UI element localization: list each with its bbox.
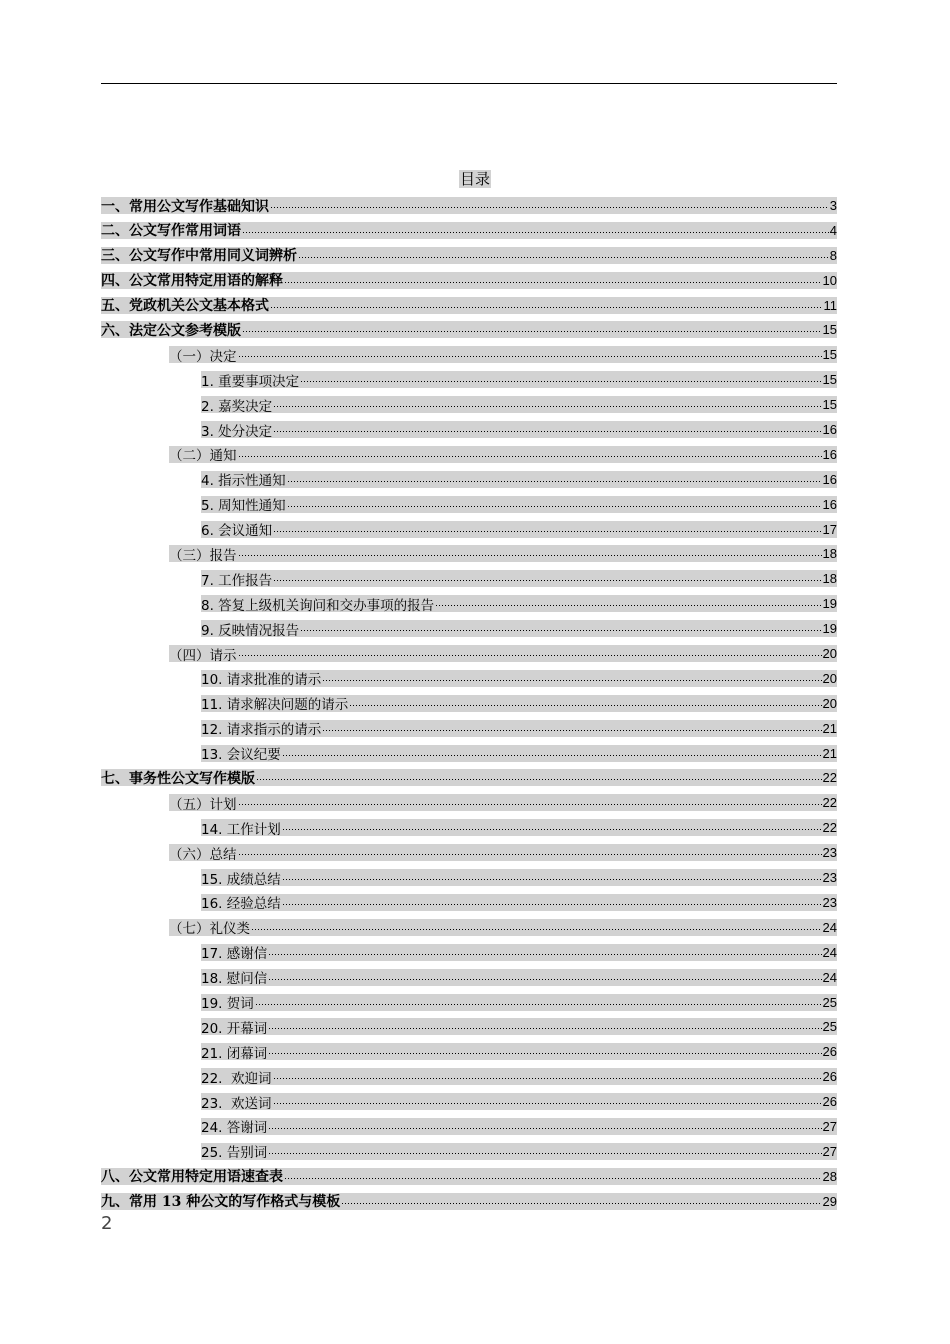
toc-dot-leader [251,922,822,932]
toc-entry-page: 18 [822,571,837,587]
toc-entry[interactable] [101,766,837,791]
toc-entry-page: 20 [822,695,837,711]
toc-entry-highlight [201,570,837,587]
toc-entry[interactable] [101,1115,837,1140]
toc-dot-leader [238,648,822,658]
toc-dot-leader [300,374,821,384]
toc-entry-highlight [201,521,837,538]
toc-entry-highlight [169,919,837,936]
toc-entry[interactable] [101,294,837,319]
toc-entry-page: 24 [822,969,837,985]
toc-entry-highlight [101,297,837,314]
toc-entry[interactable] [101,667,837,692]
toc-entry-highlight [201,595,837,612]
toc-entry-highlight [201,819,837,836]
toc-entry-highlight [101,1168,837,1185]
toc-entry[interactable] [101,617,837,642]
toc-entry-title: 7. 工作报告 [201,572,273,588]
toc-dot-leader [268,972,821,982]
toc-entry-page: 24 [822,919,837,935]
toc-entry-title: 20. 开幕词 [201,1020,268,1036]
toc-entry-highlight [201,745,837,762]
toc-entry-page: 16 [822,471,837,487]
toc-entry[interactable] [101,592,837,617]
toc-entry-page: 15 [822,372,837,388]
toc-entry-page: 20 [822,646,837,662]
toc-entry-title: 4. 指示性通知 [201,473,286,488]
toc-dot-leader [282,897,822,907]
toc-entry-page: 18 [822,546,837,562]
toc-dot-leader [238,847,822,857]
toc-entry-page: 20 [822,670,837,686]
toc-entry-page: 22 [822,820,837,836]
toc-entry-page: 8 [829,247,837,263]
toc-entry[interactable] [101,443,837,468]
toc-dot-leader [256,772,822,782]
toc-entry-highlight [201,396,837,413]
toc-entry-title: 17. 感谢信 [201,946,268,961]
toc-dot-leader [349,698,821,708]
toc-entry-page: 16 [822,422,837,438]
toc-entry-title: （七）礼仪类 [169,921,250,936]
toc-entry-title: 15. 成绩总结 [201,871,281,887]
toc-entry-highlight [201,371,837,388]
toc-entry-title: （六）总结 [169,846,237,862]
toc-entry[interactable] [101,791,837,816]
toc-entry[interactable] [101,567,837,592]
toc-entry-highlight [201,496,837,513]
toc-dot-leader [282,872,822,882]
toc-entry-page: 16 [822,446,837,462]
toc-entry-page: 19 [822,621,837,637]
toc-entry[interactable] [101,966,837,991]
toc-dot-leader [284,1171,822,1181]
toc-entry-highlight [201,471,837,488]
toc-entry-highlight [101,222,837,239]
toc-entry-highlight [169,645,837,662]
toc-entry-title: 3. 处分决定 [201,423,273,439]
toc-entry[interactable] [101,717,837,742]
toc-entry[interactable] [101,991,837,1016]
toc-dot-leader [298,250,829,260]
toc-entry-title: 二、公文写作常用词语 [101,223,241,239]
toc-entry[interactable] [101,816,837,841]
toc-entry-highlight [101,197,837,214]
toc-entry-page: 23 [822,870,837,886]
toc-entry-page: 19 [822,596,837,612]
toc-entry-highlight [201,869,837,886]
toc-entry[interactable] [101,468,837,493]
toc-entry-title: 五、党政机关公文基本格式 [101,298,269,314]
toc-entry-page: 21 [822,720,837,736]
toc-entry[interactable] [101,841,837,866]
toc-entry[interactable] [101,418,837,443]
toc-entry[interactable] [101,742,837,767]
toc-dot-leader [273,1096,822,1106]
toc-entry-title: 七、事务性公文写作模版 [101,770,255,787]
toc-dot-leader [273,573,821,583]
toc-entry-highlight [201,720,837,737]
toc-entry[interactable] [101,1040,837,1065]
toc-dot-leader [268,1021,821,1031]
toc-dot-leader [273,399,821,409]
toc-entry-page: 29 [822,1193,837,1209]
toc-dot-leader [242,324,822,334]
toc-entry-highlight [201,1093,837,1110]
toc-entry[interactable] [101,318,837,343]
toc-entry-highlight [169,794,837,811]
toc-entry-title: 21. 闭幕词 [201,1045,268,1061]
toc-entry-page: 10 [822,272,837,288]
toc-entry-title: 9. 反映情况报告 [201,622,300,638]
toc-entry-title: 24. 答谢词 [201,1120,268,1135]
toc-entry-title: 八、公文常用特定用语速查表 [101,1169,283,1185]
toc-entry[interactable] [101,393,837,418]
toc-entry-page: 15 [822,347,837,363]
toc-entry-highlight [201,1143,837,1160]
toc-entry[interactable] [101,518,837,543]
toc-dot-leader [284,275,822,285]
toc-dot-leader [282,748,822,758]
toc-entry-page: 25 [822,994,837,1010]
toc-entry-title: 16. 经验总结 [201,896,281,911]
toc-entry-highlight [201,1043,837,1060]
toc-entry-page: 26 [822,1094,837,1110]
toc-entry[interactable] [101,916,837,941]
toc-entry[interactable] [101,891,837,916]
toc-entry[interactable] [101,1140,837,1165]
toc-entry-title: （二）通知 [169,448,237,463]
toc-entry-page: 21 [822,745,837,761]
toc-entry[interactable] [101,219,837,244]
toc-entry[interactable] [101,1065,837,1090]
toc-entry-highlight [201,944,837,961]
toc-entry-title: 19. 贺词 [201,996,254,1011]
toc-entry-page: 22 [822,770,837,786]
toc-entry-page: 24 [822,944,837,960]
toc-entry-highlight [201,894,837,911]
toc-entry[interactable] [101,1015,837,1040]
toc-entry-highlight [201,1118,837,1135]
toc-dot-leader [287,499,822,509]
toc-entry[interactable] [101,368,837,393]
toc-dot-leader [238,797,822,807]
toc-entry-title: 25. 告别词 [201,1145,268,1160]
toc-entry[interactable] [101,866,837,891]
toc-entry-page: 27 [822,1118,837,1134]
toc-dot-leader [238,449,822,459]
toc-entry[interactable] [101,1090,837,1115]
toc-dot-leader [435,598,821,608]
toc-entry-title: 10. 请求批准的请示 [201,672,322,687]
toc-entry-highlight [169,545,837,562]
toc-dot-leader [282,822,822,832]
toc-dot-leader [238,548,822,558]
toc-dot-leader [270,300,823,310]
toc-title [0,168,950,190]
toc-entry[interactable] [101,493,837,518]
toc-dot-leader [273,524,821,534]
toc-entry-page: 25 [822,1019,837,1035]
toc-entry-highlight [169,346,837,363]
toc-dot-leader [273,1071,822,1081]
toc-entry-title: 2. 嘉奖决定 [201,398,273,414]
toc-entry-page: 15 [822,322,837,338]
header-rule [101,83,837,84]
toc-entry-title: 22. 欢迎词 [201,1070,272,1086]
toc-entry-page: 11 [823,297,837,313]
toc-entry-page: 4 [829,222,837,238]
toc-entry-highlight [201,1068,837,1085]
toc-entry[interactable] [101,269,837,294]
toc-entry-title: 12. 请求指示的请示 [201,722,322,737]
toc-entry-page: 17 [822,521,837,537]
toc-entry-title: 13. 会议纪要 [201,747,281,762]
toc-entry-highlight [201,695,837,712]
toc-entry-page: 23 [822,894,837,910]
toc-entry-title: 九、常用 13 种公文的写作格式与模板 [101,1194,341,1210]
toc-entry[interactable] [101,542,837,567]
toc-entry-highlight [101,321,837,338]
toc-entry-highlight [101,247,837,264]
toc-entry-page: 26 [822,1069,837,1085]
toc-entry-title: 8. 答复上级机关询问和交办事项的报告 [201,597,435,613]
toc-entry-highlight [201,421,837,438]
toc-entry-title: 5. 周知性通知 [201,498,286,513]
table-of-contents [101,194,837,1215]
toc-entry-highlight [101,1193,837,1210]
toc-entry-highlight [169,844,837,861]
toc-entry[interactable] [101,244,837,269]
toc-entry-page: 22 [822,795,837,811]
toc-dot-leader [273,424,821,434]
toc-entry-highlight [169,446,837,463]
toc-entry[interactable] [101,692,837,717]
toc-dot-leader [238,349,822,359]
toc-entry[interactable] [101,1190,837,1215]
toc-entry-highlight [201,620,837,637]
toc-entry-page: 26 [822,1044,837,1060]
toc-dot-leader [270,200,829,210]
toc-entry-title: （三）报告 [169,547,237,563]
toc-entry-title: （四）请示 [169,647,237,663]
toc-dot-leader [268,1046,821,1056]
toc-entry-page: 16 [822,496,837,512]
toc-entry-title: 一、常用公文写作基础知识 [101,198,269,214]
toc-entry[interactable] [101,343,837,368]
toc-entry[interactable] [101,941,837,966]
toc-entry-title: （一）决定 [169,348,237,364]
toc-entry-title: 四、公文常用特定用语的解释 [101,273,283,289]
toc-entry-highlight [201,994,837,1011]
toc-entry-highlight [101,272,837,289]
toc-dot-leader [268,947,821,957]
toc-entry-title: （五）计划 [169,796,237,812]
toc-entry-page: 27 [822,1143,837,1159]
toc-entry-highlight [201,969,837,986]
toc-entry-title: 1. 重要事项决定 [201,373,300,389]
toc-entry-page: 28 [822,1168,837,1184]
toc-dot-leader [322,673,821,683]
toc-entry[interactable] [101,194,837,219]
toc-dot-leader [300,623,821,633]
toc-dot-leader [322,723,821,733]
toc-dot-leader [341,1196,821,1206]
toc-entry-title: 六、法定公文参考模版 [101,322,241,339]
toc-dot-leader [242,225,829,235]
toc-entry-highlight [201,1018,837,1035]
toc-dot-leader [268,1146,821,1156]
toc-title-text: 目录 [459,170,490,188]
toc-entry-title: 11. 请求解决问题的请示 [201,697,349,712]
toc-dot-leader [287,474,822,484]
toc-entry-title: 6. 会议通知 [201,523,273,538]
toc-entry-highlight [201,670,837,687]
toc-entry-page: 15 [822,397,837,413]
page-number: 2 [101,1213,113,1234]
toc-entry-highlight [101,769,837,786]
toc-entry-title: 14. 工作计划 [201,821,281,837]
toc-entry-page: 3 [829,198,837,213]
toc-dot-leader [255,997,822,1007]
toc-entry-title: 三、公文写作中常用同义词辨析 [101,248,297,264]
toc-entry-title: 18. 慰问信 [201,971,268,986]
toc-entry[interactable] [101,642,837,667]
toc-entry[interactable] [101,1165,837,1190]
toc-entry-page: 23 [822,845,837,861]
toc-entry-title: 23. 欢送词 [201,1095,272,1111]
toc-dot-leader [268,1121,821,1131]
